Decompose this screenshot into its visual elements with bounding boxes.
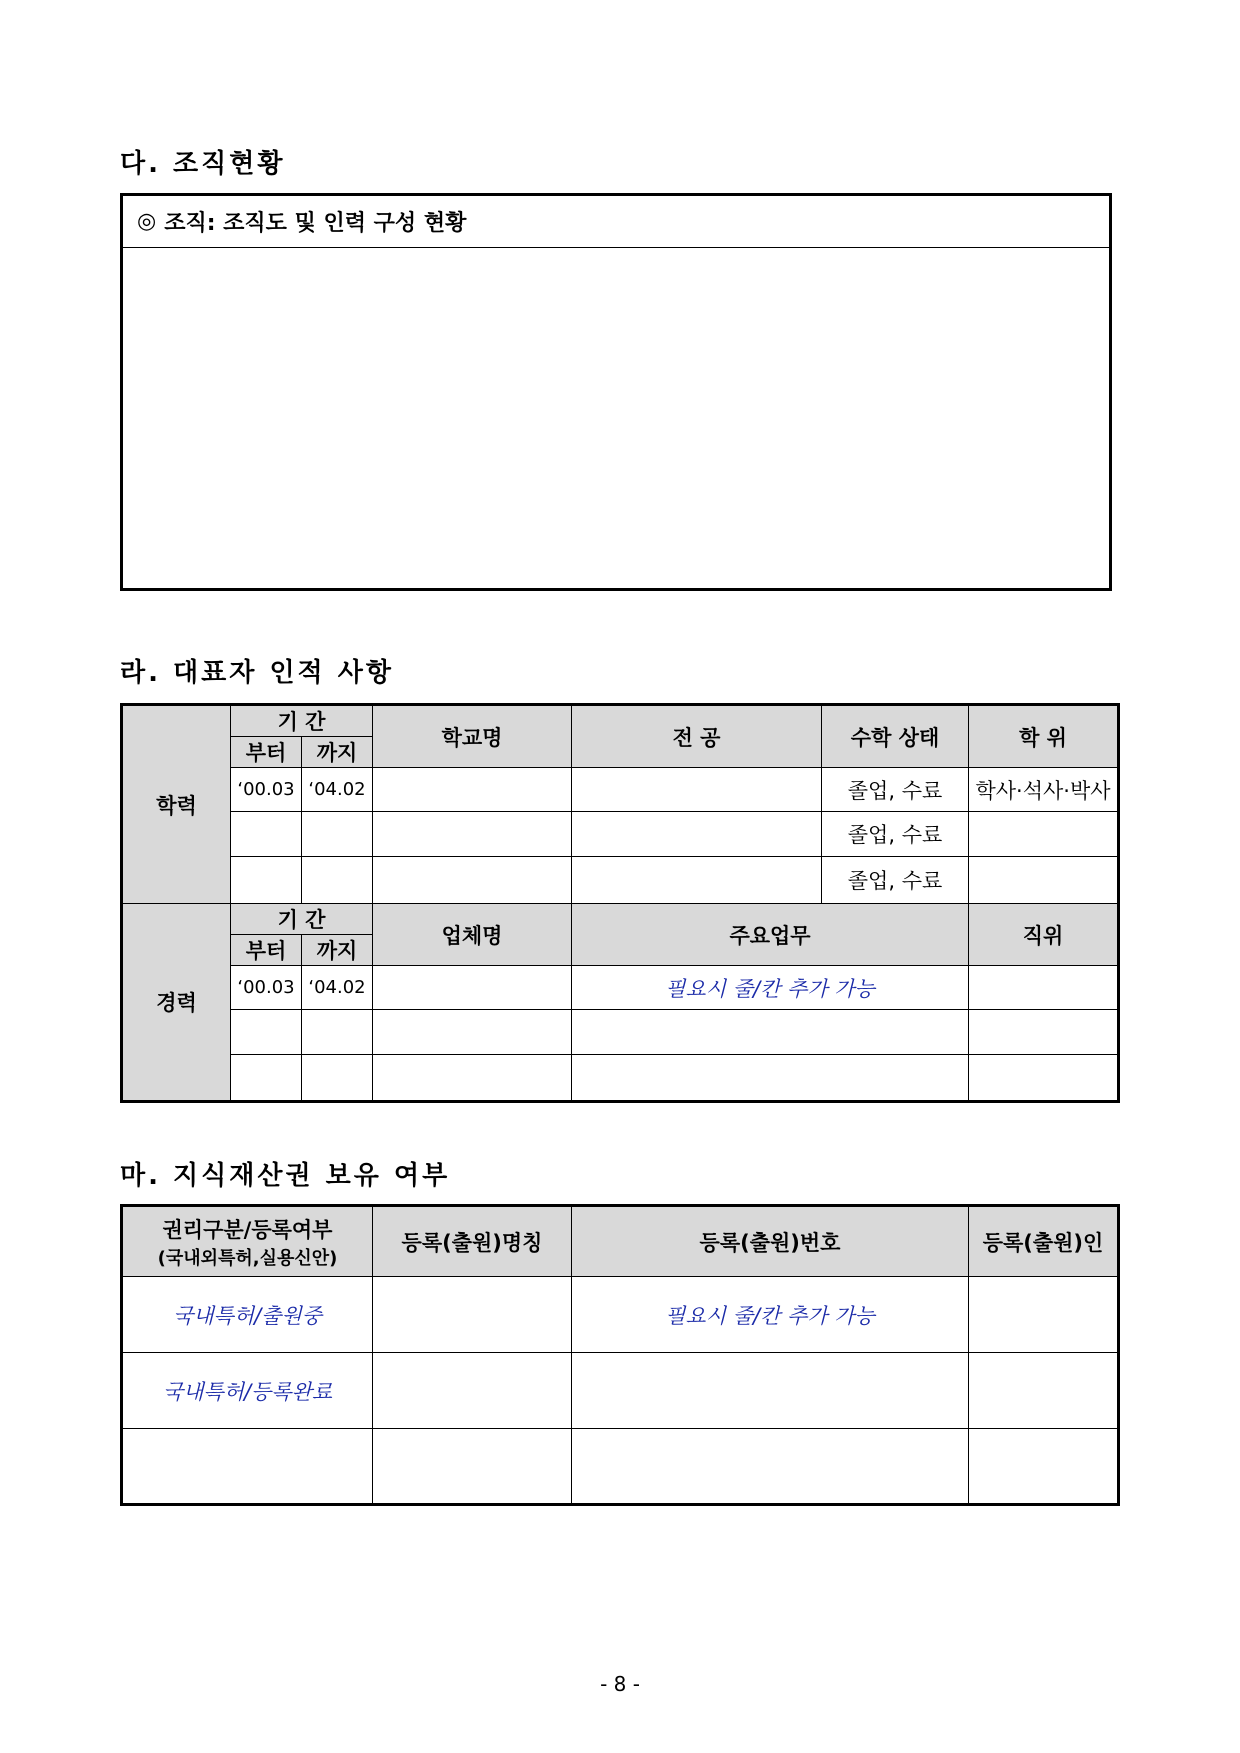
edu-status-cell[interactable]: 졸업, 수료 (822, 768, 969, 812)
edu-school-cell[interactable] (373, 768, 572, 812)
representative-table (120, 703, 1120, 1103)
ip-name-cell[interactable] (373, 1429, 572, 1505)
edu-degree-cell[interactable] (969, 812, 1119, 857)
career-duty-cell[interactable]: 필요시 줄/칸 추가 가능 (572, 966, 969, 1010)
edu-from-cell[interactable] (231, 857, 302, 904)
ip-type-header (122, 1206, 373, 1277)
career-duty-cell[interactable] (572, 1055, 969, 1102)
edu-status-cell[interactable]: 졸업, 수료 (822, 812, 969, 857)
edu-major-cell[interactable] (572, 768, 822, 812)
edu-degree-header: 학 위 (969, 705, 1119, 768)
ip-type-cell[interactable] (122, 1429, 373, 1505)
ip-table (120, 1204, 1120, 1506)
ip-owner-cell[interactable] (969, 1353, 1119, 1429)
edu-status-cell[interactable]: 졸업, 수료 (822, 857, 969, 904)
career-label: 경력 (122, 904, 231, 1102)
edu-school-cell[interactable] (373, 857, 572, 904)
ip-number-cell[interactable]: 필요시 줄/칸 추가 가능 (572, 1277, 969, 1353)
double-circle-icon: ◎ (137, 209, 157, 234)
career-to-cell[interactable] (302, 1010, 373, 1055)
career-company-cell[interactable] (373, 1055, 572, 1102)
career-position-cell[interactable] (969, 1010, 1119, 1055)
career-company-cell[interactable] (373, 1010, 572, 1055)
edu-from-cell[interactable] (231, 812, 302, 857)
ip-type-header-line2: (국내외특허,실용신안) (157, 1247, 338, 1269)
ip-type-cell[interactable]: 국내특허/등록완료 (122, 1353, 373, 1429)
career-from-cell[interactable] (231, 1055, 302, 1102)
edu-period-header: 기 간 (231, 705, 373, 737)
career-position-cell[interactable] (969, 966, 1119, 1010)
org-chart-label: 조직: 조직도 및 인력 구성 현황 (164, 211, 467, 236)
edu-major-cell[interactable] (572, 812, 822, 857)
career-to-cell[interactable] (302, 1055, 373, 1102)
career-company-header: 업체명 (373, 904, 572, 966)
edu-major-header: 전 공 (572, 705, 822, 768)
page-number: - 8 - (600, 1672, 640, 1696)
edu-from-cell[interactable]: ‘00.03 (231, 768, 302, 812)
ip-owner-header: 등록(출원)인 (969, 1206, 1119, 1277)
org-chart-box (120, 193, 1112, 591)
section-da-title: 다. 조직현황 (120, 149, 286, 179)
org-chart-header (123, 196, 1109, 248)
org-chart-area[interactable] (123, 248, 1109, 588)
edu-to-header: 까지 (302, 737, 373, 768)
ip-number-header: 등록(출원)번호 (572, 1206, 969, 1277)
edu-from-header: 부터 (231, 737, 302, 768)
career-from-header: 부터 (231, 935, 302, 966)
ip-type-cell[interactable]: 국내특허/출원중 (122, 1277, 373, 1353)
career-company-cell[interactable] (373, 966, 572, 1010)
career-position-cell[interactable] (969, 1055, 1119, 1102)
ip-number-cell[interactable] (572, 1429, 969, 1505)
ip-owner-cell[interactable] (969, 1429, 1119, 1505)
career-duty-cell[interactable] (572, 1010, 969, 1055)
edu-major-cell[interactable] (572, 857, 822, 904)
edu-school-header: 학교명 (373, 705, 572, 768)
ip-type-header-line1: 권리구분/등록여부 (162, 1217, 333, 1242)
section-ra-title: 라. 대표자 인적 사항 (120, 658, 394, 688)
edu-degree-cell[interactable]: 학사·석사·박사 (969, 768, 1119, 812)
career-duty-header: 주요업무 (572, 904, 969, 966)
edu-to-cell[interactable]: ‘04.02 (302, 768, 373, 812)
ip-name-cell[interactable] (373, 1353, 572, 1429)
career-from-cell[interactable]: ‘00.03 (231, 966, 302, 1010)
edu-to-cell[interactable] (302, 812, 373, 857)
ip-number-cell[interactable] (572, 1353, 969, 1429)
education-label: 학력 (122, 705, 231, 904)
ip-name-cell[interactable] (373, 1277, 572, 1353)
career-to-header: 까지 (302, 935, 373, 966)
career-period-header: 기 간 (231, 904, 373, 935)
edu-to-cell[interactable] (302, 857, 373, 904)
career-position-header: 직위 (969, 904, 1119, 966)
ip-owner-cell[interactable] (969, 1277, 1119, 1353)
career-from-cell[interactable] (231, 1010, 302, 1055)
edu-status-header: 수학 상태 (822, 705, 969, 768)
ip-name-header: 등록(출원)명칭 (373, 1206, 572, 1277)
career-to-cell[interactable]: ‘04.02 (302, 966, 373, 1010)
edu-degree-cell[interactable] (969, 857, 1119, 904)
section-ma-title: 마. 지식재산권 보유 여부 (120, 1161, 451, 1191)
edu-school-cell[interactable] (373, 812, 572, 857)
